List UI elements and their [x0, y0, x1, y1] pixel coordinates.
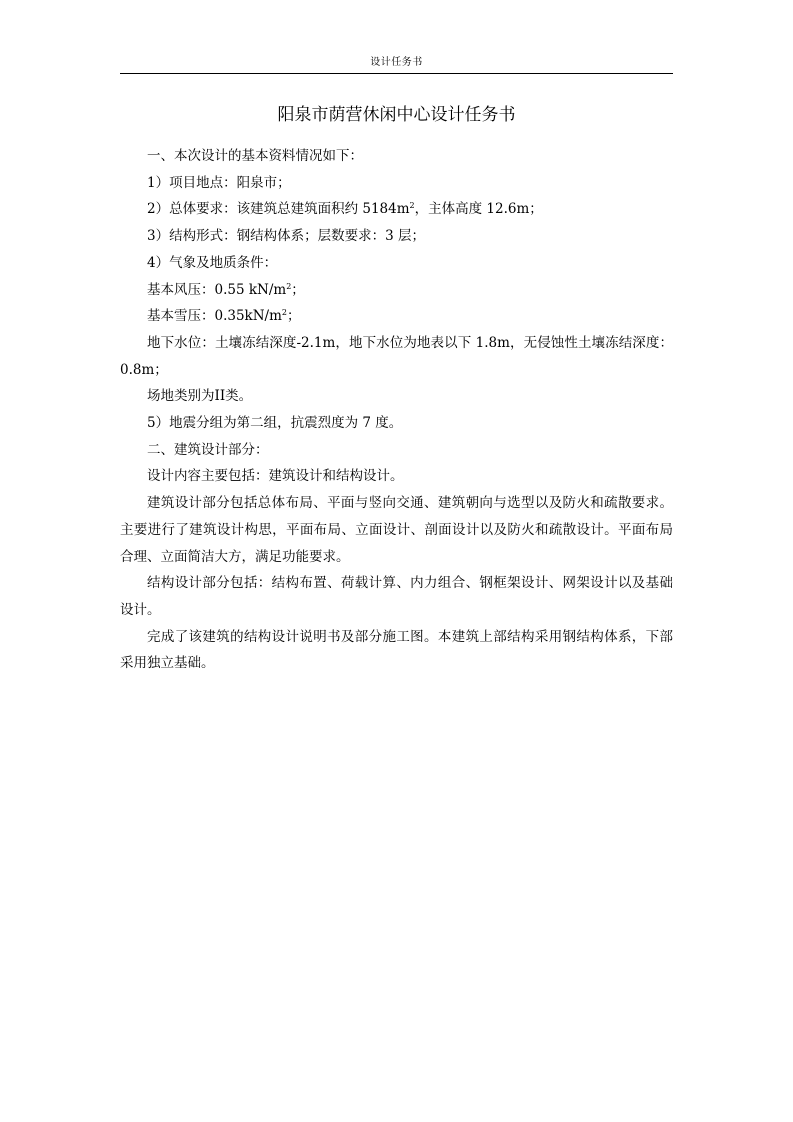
site-category: 场地类别为II类。 [147, 388, 253, 405]
snow-pressure-text: 基本雪压：0.35kN/m [147, 308, 282, 325]
structure-form: 3）结构形式：钢结构体系；层数要求：3 层； [147, 228, 425, 245]
document-body [120, 143, 673, 677]
completion-paragraph: 完成了该建筑的结构设计说明书及部分施工图。本建筑上部结构采用钢结构体系，下部采用独立基础。 [120, 628, 673, 672]
wind-pressure-tail: ； [291, 281, 305, 298]
climate-geology-heading: 4）气象及地质条件： [147, 254, 278, 271]
snow-pressure-tail: ； [287, 308, 301, 325]
section-heading-architecture: 二、建筑设计部分： [147, 441, 269, 458]
running-header: 设计任务书 [370, 57, 423, 68]
overall-requirements-text: 2）总体要求：该建筑总建筑面积约 5184m [147, 201, 410, 218]
structure-design-paragraph: 结构设计部分包括：结构布置、荷载计算、内力组合、钢框架设计、网架设计以及基础设计。 [120, 575, 673, 618]
seismic-info: 5）地震分组为第二组，抗震烈度为 7 度。 [147, 415, 403, 432]
section-heading-basic-info: 一、本次设计的基本资料情况如下： [147, 148, 363, 164]
snow-unit-superscript: 2 [281, 308, 287, 318]
overall-requirements-tail: ，主体高度 12.6m； [414, 201, 543, 218]
wind-unit-superscript: 2 [286, 281, 292, 291]
architecture-design-paragraph: 建筑设计部分包括总体布局、平面与竖向交通、建筑朝向与选型以及防火和疏散要求。主要进行了建筑设计构思，平面布局、立面设计、剖面设计以及防火和疏散设计。平面布局合理、立面简洁大方，满足功能要求。 [120, 495, 673, 565]
document-title: 阳泉市荫营休闲中心设计任务书 [277, 105, 516, 125]
groundwater-level: 地下水位：土壤冻结深度-2.1m，地下水位为地表以下 1.8m，无侵蚀性土壤冻结深度：0.8m； [120, 334, 673, 378]
header-divider [120, 73, 673, 74]
design-content: 设计内容主要包括：建筑设计和结构设计。 [147, 468, 404, 485]
basic-wind-pressure [120, 277, 673, 304]
area-unit-superscript: 2 [409, 201, 415, 211]
overall-requirements [120, 196, 673, 223]
basic-snow-pressure [120, 303, 673, 330]
wind-pressure-text: 基本风压：0.55 kN/m [147, 281, 287, 298]
project-location: 1）项目地点：阳泉市； [147, 174, 291, 191]
